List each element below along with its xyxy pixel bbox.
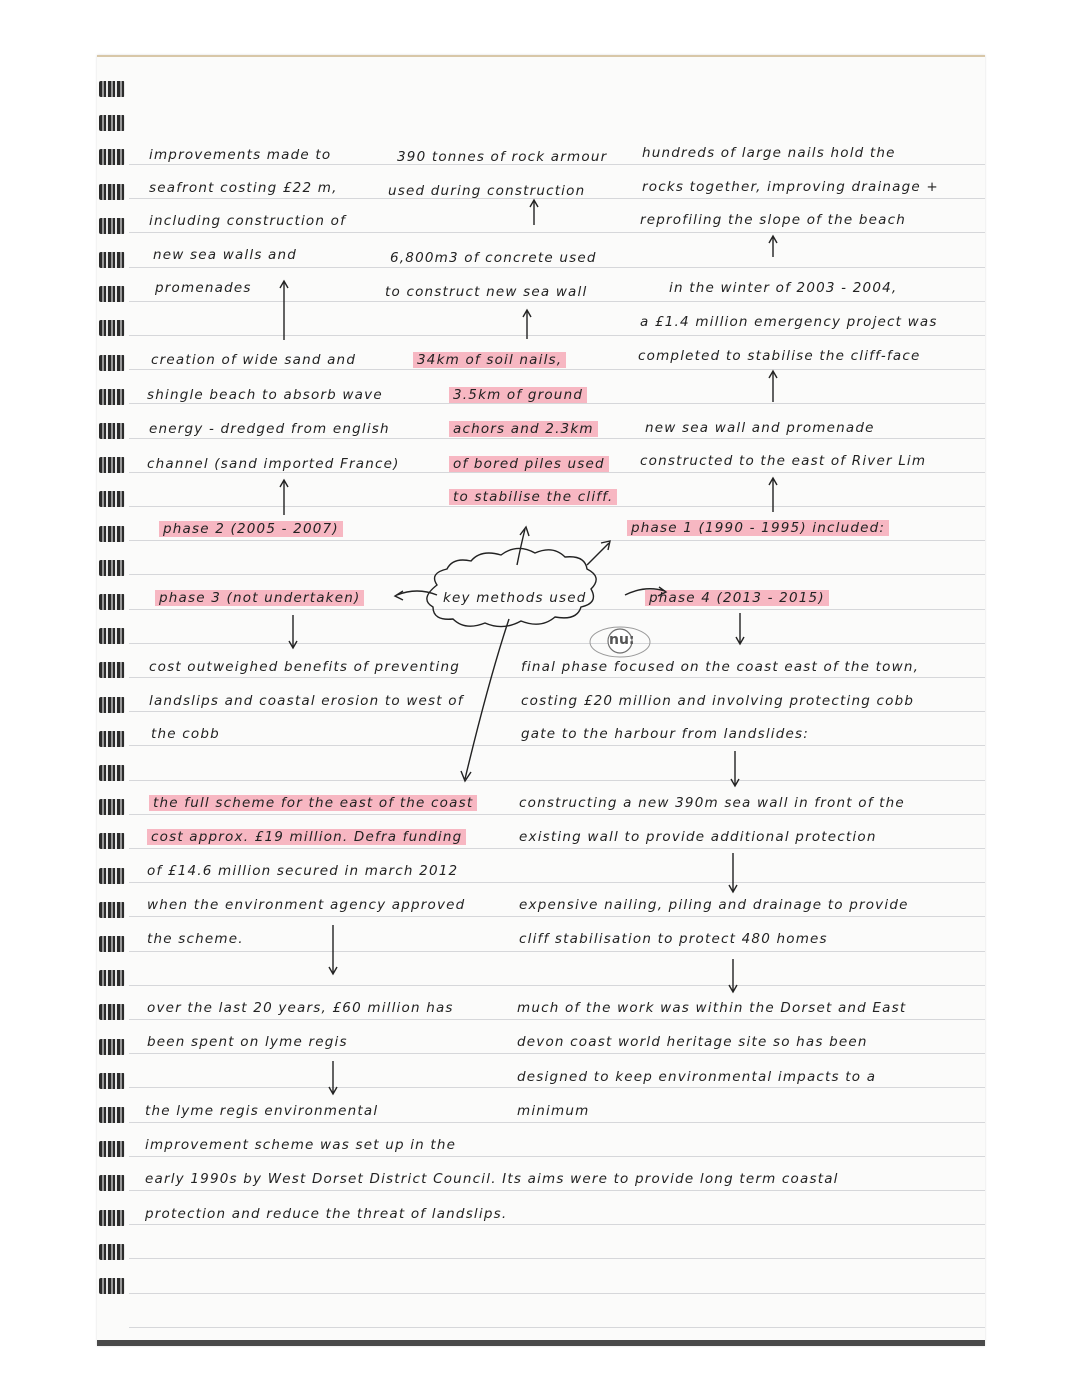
p2-col1-line: new sea walls and (153, 247, 298, 263)
phase4-step3-line: devon coast world heritage site so has been (517, 1034, 868, 1050)
bottom-line: protection and reduce the threat of landslips. (145, 1206, 508, 1222)
notebook-page (97, 55, 985, 1346)
p2-col1-line: promenades (155, 280, 252, 296)
east-scheme-line: when the environment agency approved (147, 897, 466, 913)
east-scheme-line: cost approx. £19 million. Defra funding (147, 828, 466, 846)
east-scheme-line: the full scheme for the east of the coast (149, 794, 477, 812)
key-methods-label: key methods used (443, 590, 587, 606)
p2-col2b-line: 6,800m3 of concrete used (390, 250, 597, 266)
p2-col2b-line: to construct new sea wall (385, 284, 588, 300)
p2-col2-line: 390 tonnes of rock armour (397, 149, 608, 165)
p2-col1b-line: creation of wide sand and (151, 352, 357, 368)
p2-col1b-line: channel (sand imported France) (147, 456, 400, 472)
p1-colc-line: new sea wall and promenade (645, 420, 875, 436)
p1-colb-line: a £1.4 million emergency project was (640, 314, 938, 330)
p1-colc-line: constructed to the east of River Lim (640, 453, 927, 469)
phase4-step1-line: constructing a new 390m sea wall in front of the (519, 795, 905, 811)
phase3-text-line: landslips and coastal erosion to west of (149, 693, 464, 709)
phase2-label: phase 2 (2005 - 2007) (159, 520, 343, 538)
summary-line: over the last 20 years, £60 million has (147, 1000, 454, 1016)
phase4-step3-line: designed to keep environmental impacts to a (517, 1069, 877, 1085)
p2-col2c-line: to stabilise the cliff. (449, 488, 617, 506)
phase1-label: phase 1 (1990 - 1995) included: (627, 519, 889, 537)
p2-col2c-line: 34km of soil nails, (413, 351, 566, 369)
phase4-step3-line: much of the work was within the Dorset and East (517, 1000, 907, 1016)
p1-col-line: reprofiling the slope of the beach (640, 212, 906, 228)
p2-col2c-line: achors and 2.3km (449, 420, 598, 438)
bottom-line: the lyme regis environmental (145, 1103, 379, 1119)
phase4-step3-line: minimum (517, 1103, 590, 1119)
phase3-text-line: cost outweighed benefits of preventing (149, 659, 461, 675)
nu-logo-text: nu: (609, 632, 635, 648)
east-scheme-line: the scheme. (147, 931, 244, 947)
phase3-label: phase 3 (not undertaken) (155, 589, 364, 607)
p1-col-line: hundreds of large nails hold the (642, 145, 896, 161)
phase4-label: phase 4 (2013 - 2015) (645, 589, 829, 607)
p2-col1b-line: shingle beach to absorb wave (147, 387, 383, 403)
phase3-text-line: the cobb (151, 726, 220, 742)
p2-col2c-line: 3.5km of ground (449, 386, 587, 404)
p1-colb-line: in the winter of 2003 - 2004, (669, 280, 898, 296)
bottom-line: improvement scheme was set up in the (145, 1137, 457, 1153)
phase4-step2-line: cliff stabilisation to protect 480 homes (519, 931, 828, 947)
phase4-step2-line: expensive nailing, piling and drainage to provide (519, 897, 909, 913)
east-scheme-line: of £14.6 million secured in march 2012 (147, 863, 459, 879)
connector-arrows (97, 57, 985, 1340)
phase4-text-line: costing £20 million and involving protecting cobb (521, 693, 915, 709)
bottom-line: early 1990s by West Dorset District Council. Its aims were to provide long term coastal (145, 1171, 839, 1187)
p2-col2-line: used during construction (388, 183, 586, 199)
summary-line: been spent on lyme regis (147, 1034, 348, 1050)
phase4-text-line: gate to the harbour from landslides: (521, 726, 809, 742)
p1-colb-line: completed to stabilise the cliff-face (638, 348, 921, 364)
p1-col-line: rocks together, improving drainage + (642, 179, 939, 195)
p2-col1-line: seafront costing £22 m, (149, 180, 338, 196)
p2-col1-line: improvements made to (149, 147, 332, 163)
p2-col1-line: including construction of (149, 213, 347, 229)
phase4-step1-line: existing wall to provide additional protection (519, 829, 877, 845)
nu-logo (585, 625, 655, 659)
p2-col2c-line: of bored piles used (449, 455, 609, 473)
p2-col1b-line: energy - dredged from english (149, 421, 390, 437)
phase4-text-line: final phase focused on the coast east of the town, (521, 659, 920, 675)
